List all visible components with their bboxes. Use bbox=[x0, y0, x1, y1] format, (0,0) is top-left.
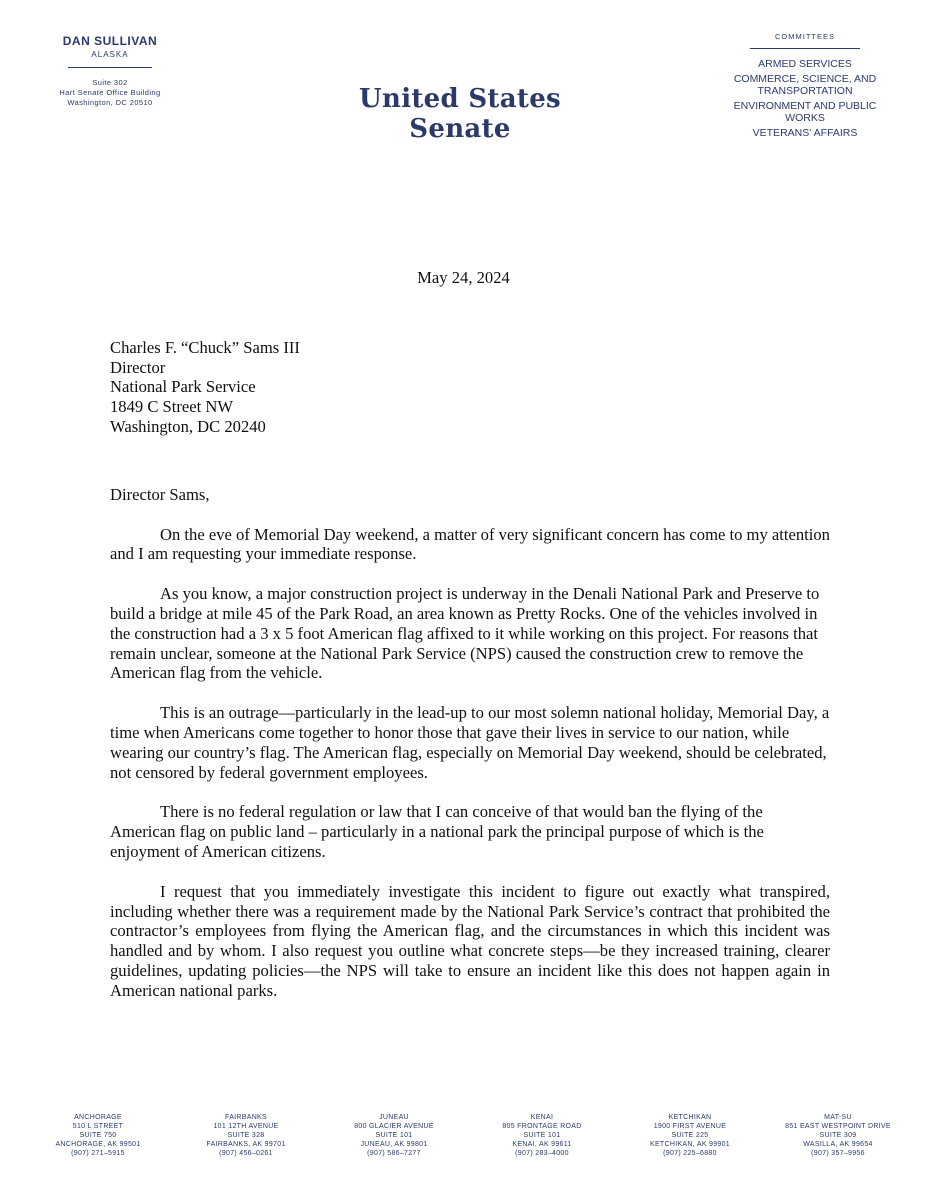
office-phone: (907) 271–5915 bbox=[71, 1150, 125, 1157]
office-suite: SUITE 101 bbox=[375, 1132, 413, 1139]
recipient-line: Charles F. “Chuck” Sams III bbox=[110, 337, 300, 357]
office-street: 800 GLACIER AVENUE bbox=[354, 1123, 434, 1130]
committee-item: ENVIRONMENT AND PUBLIC WORKS bbox=[733, 99, 877, 124]
office-suite: SUITE 750 bbox=[79, 1132, 117, 1139]
salutation: Director Sams, bbox=[110, 484, 210, 504]
body-paragraph: There is no federal regulation or law that I can conceive of that would ban the flying of the American flag on public land – particularly in a national park the principal purpose of which is the enjoyment of American citizens. bbox=[110, 802, 764, 861]
body-paragraph: On the eve of Memorial Day weekend, a matter of very significant concern has come to my attention and I am requesting your immediate response. bbox=[110, 524, 830, 564]
office-address-line: Suite 302 bbox=[92, 78, 128, 87]
office-ketchikan bbox=[620, 1113, 760, 1158]
body-paragraph: I request that you immediately investigate this incident to figure out exactly what transpired, including whether there was a requirement made by the National Park Service’s contract that prohibited the contractor’s employees from flying the American flag, and the circumstances in which this incident was handled and by whom. I also request you outline what concrete steps—be they increased training, clearer guidelines, updating policies—the NPS will take to ensure an incident like this does not happen again in American national parks. bbox=[110, 881, 830, 1000]
senate-masthead: United States Senate bbox=[359, 84, 561, 144]
office-city: KENAI bbox=[530, 1114, 554, 1121]
state-offices-footer bbox=[28, 1113, 908, 1158]
office-kenai bbox=[472, 1113, 612, 1158]
office-suite: SUITE 225 bbox=[671, 1132, 709, 1139]
recipient-block bbox=[110, 338, 830, 437]
office-street: 851 EAST WESTPOINT DRIVE bbox=[785, 1123, 891, 1130]
divider bbox=[750, 48, 860, 49]
committee-item: VETERANS' AFFAIRS bbox=[752, 126, 858, 139]
recipient-line: Washington, DC 20240 bbox=[110, 416, 266, 436]
office-juneau bbox=[324, 1113, 464, 1158]
committees-header: COMMITTEES bbox=[775, 32, 835, 41]
office-fairbanks bbox=[176, 1113, 316, 1158]
body-paragraph: This is an outrage—particularly in the lead-up to our most solemn national holiday, Memorial Day, a time when Americans come together to honor those that gave their lives in service to our nation, while wearing our country’s flag. The American flag, especially on Memorial Day weekend, should be celebrated, not censored by federal government employees. bbox=[110, 703, 830, 782]
letter-body bbox=[110, 268, 830, 1021]
office-phone: (907) 586–7277 bbox=[367, 1150, 421, 1157]
recipient-line: National Park Service bbox=[110, 377, 256, 397]
office-phone: (907) 283–4000 bbox=[515, 1150, 569, 1157]
office-city: FAIRBANKS bbox=[225, 1114, 267, 1121]
office-address-line: Washington, DC 20510 bbox=[67, 98, 153, 107]
senator-state: ALASKA bbox=[91, 50, 129, 59]
office-city: JUNEAU bbox=[379, 1114, 409, 1121]
committee-item: ARMED SERVICES bbox=[758, 58, 852, 70]
office-street: 510 L STREET bbox=[72, 1123, 124, 1130]
office-citystate: FAIRBANKS, AK 99701 bbox=[206, 1141, 286, 1148]
office-citystate: WASILLA, AK 99654 bbox=[803, 1141, 873, 1148]
office-mat-su bbox=[768, 1113, 908, 1158]
committee-item: COMMERCE, SCIENCE, AND TRANSPORTATION bbox=[733, 72, 877, 97]
office-phone: (907) 456–0261 bbox=[219, 1150, 273, 1157]
office-street: 805 FRONTAGE ROAD bbox=[502, 1123, 582, 1130]
office-city: MAT-SU bbox=[824, 1114, 852, 1121]
office-citystate: JUNEAU, AK 99801 bbox=[360, 1141, 428, 1148]
office-suite: SUITE 309 bbox=[819, 1132, 857, 1139]
office-citystate: KENAI, AK 99611 bbox=[512, 1141, 572, 1148]
office-phone: (907) 225–6880 bbox=[663, 1150, 717, 1157]
office-street: 1900 FIRST AVENUE bbox=[653, 1123, 727, 1130]
office-anchorage bbox=[28, 1113, 168, 1158]
office-city: KETCHIKAN bbox=[668, 1114, 712, 1121]
letter-date: May 24, 2024 bbox=[417, 268, 510, 287]
office-suite: SUITE 101 bbox=[523, 1132, 561, 1139]
office-citystate: ANCHORAGE, AK 99501 bbox=[55, 1141, 141, 1148]
office-citystate: KETCHIKAN, AK 99901 bbox=[649, 1141, 730, 1148]
senator-name: DAN SULLIVAN bbox=[62, 34, 158, 48]
recipient-line: 1849 C Street NW bbox=[110, 397, 234, 417]
office-phone: (907) 357–9956 bbox=[811, 1150, 865, 1157]
recipient-line: Director bbox=[110, 357, 166, 377]
office-address-line: Hart Senate Office Building bbox=[59, 88, 161, 97]
committees-list bbox=[725, 32, 885, 141]
body-paragraph: As you know, a major construction project is underway in the Denali National Park and Preserve to build a bridge at mile 45 of the Park Road, an area known as Pretty Rocks. One of the vehicles involved in the construction had a 3 x 5 foot American flag affixed to it while working on this project. For reasons that remain unclear, someone at the National Park Service (NPS) caused the construction crew to remove the American flag from the vehicle. bbox=[110, 584, 820, 683]
office-city: ANCHORAGE bbox=[74, 1114, 122, 1121]
senator-header bbox=[30, 34, 190, 108]
office-street: 101 12TH AVENUE bbox=[213, 1123, 279, 1130]
office-suite: SUITE 328 bbox=[227, 1132, 265, 1139]
divider bbox=[68, 67, 152, 68]
